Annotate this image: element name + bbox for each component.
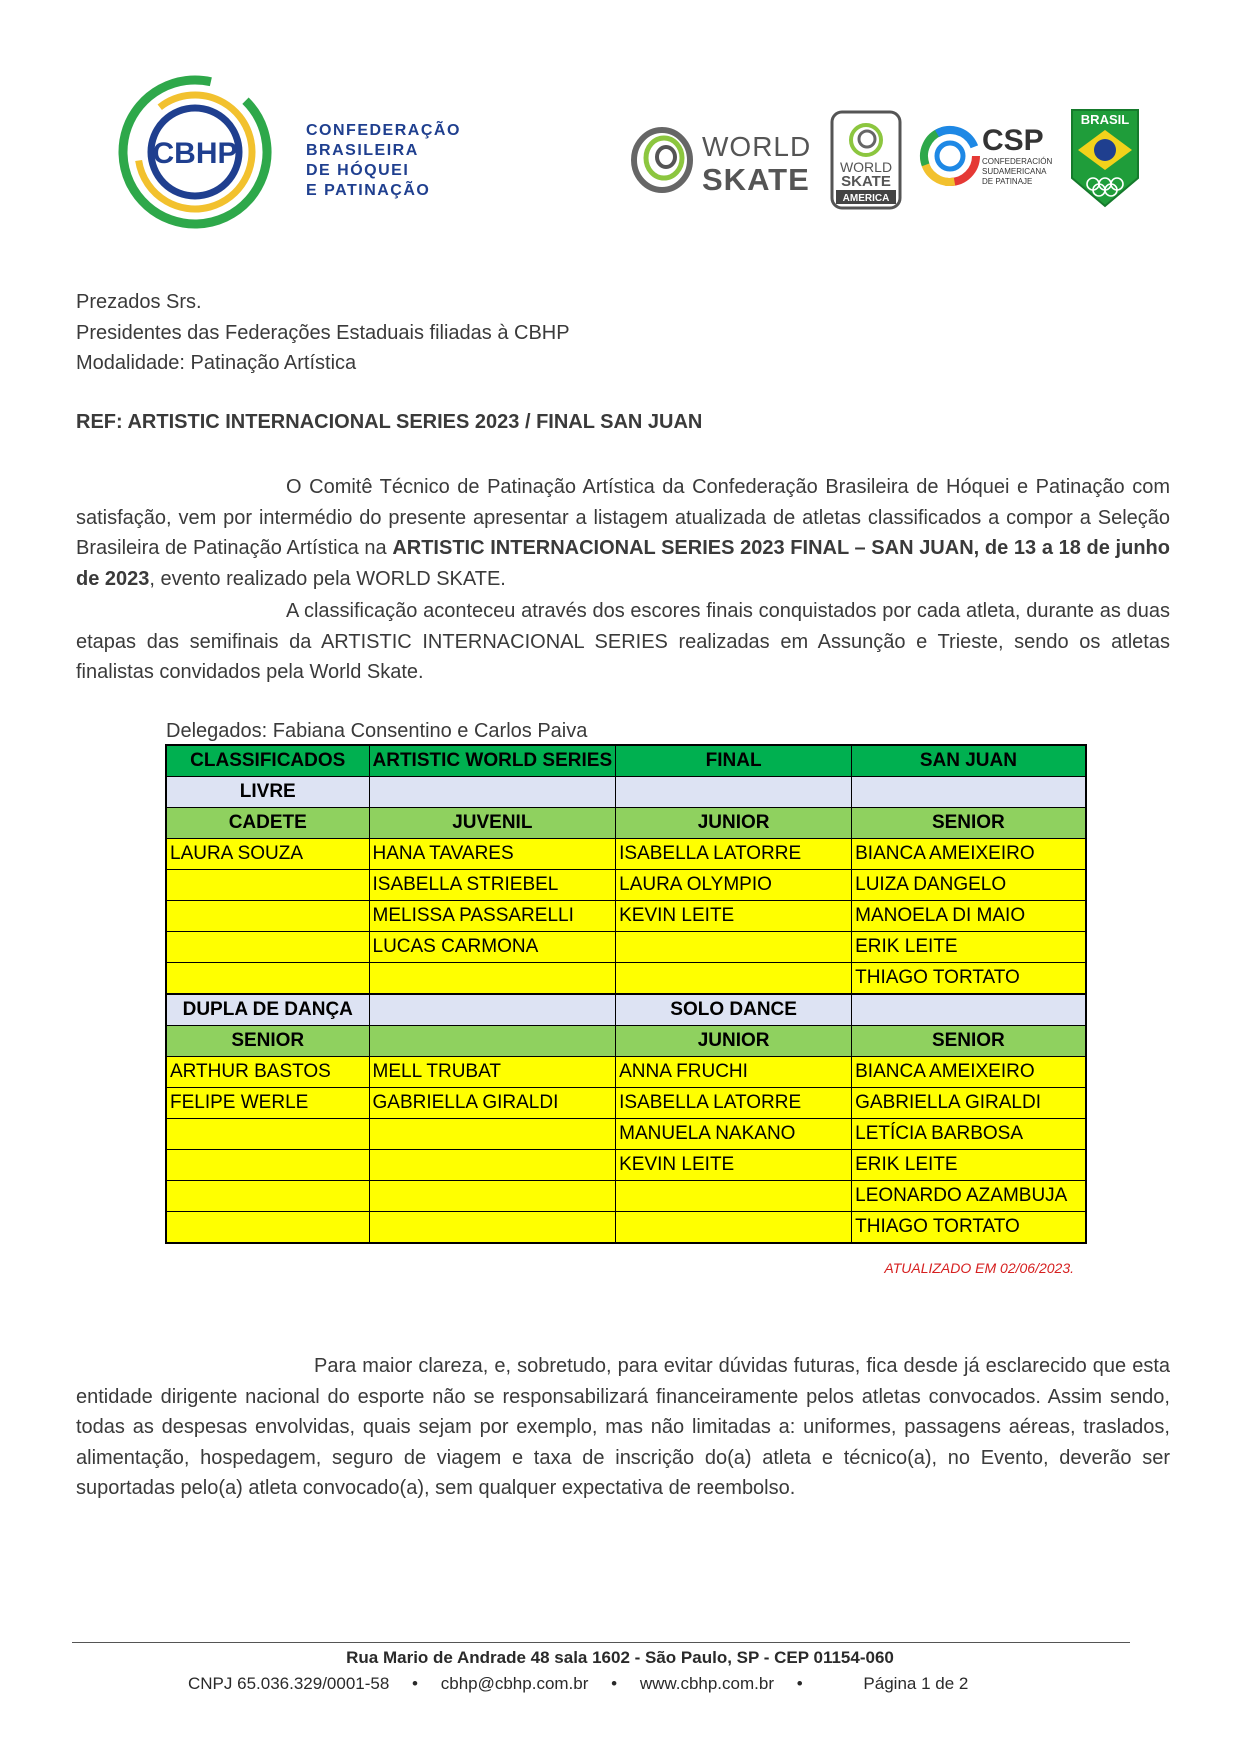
footer-bullet: • — [611, 1674, 618, 1693]
table-cell: ERIK LEITE — [852, 932, 1086, 963]
salutation-line: Presidentes das Federações Estaduais filiadas à CBHP — [76, 321, 570, 344]
footer-cnpj: CNPJ 65.036.329/0001-58 — [188, 1674, 390, 1693]
world-skate-swirl-icon — [634, 130, 690, 190]
table-cell — [852, 994, 1086, 1026]
table-cell — [852, 777, 1086, 808]
table-cell: LAURA OLYMPIO — [616, 870, 852, 901]
paragraph-intro-end: , evento realizado pela WORLD SKATE. — [149, 567, 506, 590]
paragraph-intro — [76, 472, 1170, 594]
table-cell: ERIK LEITE — [852, 1150, 1086, 1181]
csp-line: DE PATINAJE — [982, 177, 1033, 186]
cbhp-name-line: BRASILEIRA — [306, 142, 419, 159]
footer-email[interactable]: cbhp@cbhp.com.br — [440, 1674, 589, 1693]
table-cell: JUVENIL — [369, 808, 616, 839]
table-cell: DUPLA DE DANÇA — [166, 994, 369, 1026]
world-skate-america-logo — [830, 110, 902, 210]
table-cell: ARTISTIC WORLD SERIES — [369, 745, 616, 777]
wsa-word-1: WORLD — [839, 159, 893, 175]
world-skate-word-1: WORLD — [702, 131, 812, 162]
table-cell: JUNIOR — [616, 1026, 852, 1057]
table-cell: LAURA SOUZA — [166, 839, 369, 870]
table-cell: THIAGO TORTATO — [852, 1212, 1086, 1244]
table-row — [166, 777, 1086, 808]
table-cell: BIANCA AMEIXEIRO — [852, 839, 1086, 870]
table-cell — [369, 963, 616, 995]
table-row — [166, 808, 1086, 839]
table-cell — [616, 1181, 852, 1212]
table-cell: CLASSIFICADOS — [166, 745, 369, 777]
table-cell: THIAGO TORTATO — [852, 963, 1086, 995]
cbhp-logo-text: CBHP — [152, 137, 238, 170]
csp-ring-icon — [918, 120, 986, 191]
table-cell: BIANCA AMEIXEIRO — [852, 1057, 1086, 1088]
table-cell: FELIPE WERLE — [166, 1088, 369, 1119]
csp-line: SUDAMERICANA — [982, 167, 1047, 176]
table-row — [166, 839, 1086, 870]
table-cell — [616, 932, 852, 963]
table-cell: ANNA FRUCHI — [616, 1057, 852, 1088]
cbhp-name-line: DE HÓQUEI — [306, 162, 410, 179]
table-cell: SENIOR — [852, 808, 1086, 839]
footer-bullet: • — [412, 1674, 418, 1693]
footer-address: Rua Mario de Andrade 48 sala 1602 - São Paulo, SP - CEP 01154-060 — [346, 1648, 894, 1667]
table-cell: MELISSA PASSARELLI — [369, 901, 616, 932]
table-cell: ISABELLA LATORRE — [616, 1088, 852, 1119]
table-cell — [616, 777, 852, 808]
table-cell: CADETE — [166, 808, 369, 839]
table-cell — [166, 1181, 369, 1212]
csp-logo — [918, 114, 1058, 198]
paragraph-disclaimer — [76, 1351, 1170, 1504]
table-cell — [166, 1150, 369, 1181]
paragraph-classification — [76, 596, 1170, 688]
table-cell — [369, 1212, 616, 1244]
table-cell: GABRIELLA GIRALDI — [369, 1088, 616, 1119]
table-cell — [369, 1181, 616, 1212]
table-cell: LIVRE — [166, 777, 369, 808]
reference-line: REF: ARTISTIC INTERNACIONAL SERIES 2023 / FINAL SAN JUAN — [76, 411, 703, 433]
cbhp-name-line: E PATINAÇÃO — [306, 182, 431, 199]
table-row — [166, 963, 1086, 995]
table-cell: SENIOR — [852, 1026, 1086, 1057]
table-row — [166, 994, 1086, 1026]
table-cell: LUCAS CARMONA — [369, 932, 616, 963]
table-row — [166, 1212, 1086, 1244]
table-cell: SENIOR — [166, 1026, 369, 1057]
table-cell — [369, 1150, 616, 1181]
table-cell — [166, 932, 369, 963]
table-cell — [616, 1212, 852, 1244]
wsa-word-2: SKATE — [841, 173, 891, 190]
table-row — [166, 1150, 1086, 1181]
table-row — [166, 1026, 1086, 1057]
footer-bullet: • — [796, 1674, 803, 1693]
table-cell: MANUELA NAKANO — [616, 1119, 852, 1150]
table-cell — [166, 901, 369, 932]
table-row — [166, 1181, 1086, 1212]
brasil-olympic-logo — [1070, 108, 1140, 208]
table-cell: SAN JUAN — [852, 745, 1086, 777]
footer-page-number: Página 1 de 2 — [863, 1674, 969, 1693]
salutation — [76, 287, 1176, 379]
table-cell: JUNIOR — [616, 808, 852, 839]
table-cell — [166, 1119, 369, 1150]
table-cell — [369, 777, 616, 808]
table-row — [166, 1088, 1086, 1119]
updated-note: ATUALIZADO EM 02/06/2023. — [884, 1260, 1074, 1276]
cbhp-full-name — [306, 121, 476, 201]
table-row — [166, 870, 1086, 901]
table-row — [166, 745, 1086, 777]
table-cell: KEVIN LEITE — [616, 901, 852, 932]
table-cell: LETÍCIA BARBOSA — [852, 1119, 1086, 1150]
table-cell — [369, 994, 616, 1026]
salutation-line: Prezados Srs. — [76, 291, 202, 313]
cbhp-logo — [115, 72, 275, 232]
world-skate-word-2: SKATE — [702, 162, 810, 197]
table-row — [166, 1057, 1086, 1088]
table-cell: MANOELA DI MAIO — [852, 901, 1086, 932]
table-cell: FINAL — [616, 745, 852, 777]
footer-website[interactable]: www.cbhp.com.br — [639, 1674, 774, 1693]
table-cell: MELL TRUBAT — [369, 1057, 616, 1088]
table-cell: GABRIELLA GIRALDI — [852, 1088, 1086, 1119]
table-cell — [369, 1026, 616, 1057]
table-cell — [616, 963, 852, 995]
footer-divider — [72, 1642, 1130, 1643]
table-row — [166, 901, 1086, 932]
cbhp-name-line: CONFEDERAÇÃO — [306, 122, 461, 139]
table-cell: LEONARDO AZAMBUJA — [852, 1181, 1086, 1212]
paragraph-disclaimer-text: Para maior clareza, e, sobretudo, para evitar dúvidas futuras, fica desde já esclarecido que esta entidade dirigente nacional do esporte não se responsabilizará financeiramente pelos atletas convocados. Assim sendo, todas as despesas envolvidas, quais sejam por exemplo, mas não limitadas a: uniformes, passagens aéreas, traslados, alimentação, hospedagem, seguro de viagem e taxa de inscrição do(a) atleta e técnico(a), no Evento, deverão ser suportadas pelo(a) atleta convocado(a), sem qualquer expectativa de reembolso. — [76, 1355, 1170, 1500]
table-cell — [369, 1119, 616, 1150]
table-cell: HANA TAVARES — [369, 839, 616, 870]
wsa-word-3: AMERICA — [842, 193, 890, 204]
world-skate-logo — [630, 120, 840, 200]
table-cell: SOLO DANCE — [616, 994, 852, 1026]
roster-table — [165, 744, 1087, 1244]
delegates-line: Delegados: Fabiana Consentino e Carlos Paiva — [166, 720, 588, 742]
table-cell: ISABELLA STRIEBEL — [369, 870, 616, 901]
table-cell — [166, 963, 369, 995]
table-cell: ISABELLA LATORRE — [616, 839, 852, 870]
brasil-label: BRASIL — [1080, 112, 1130, 127]
table-cell: ARTHUR BASTOS — [166, 1057, 369, 1088]
footer-contact — [188, 1672, 968, 1696]
table-cell: KEVIN LEITE — [616, 1150, 852, 1181]
event-name: ARTISTIC INTERNACIONAL SERIES 2023 FINAL – SAN JUAN, de 13 a 18 de junho de 2023 — [76, 537, 1170, 590]
table-cell — [166, 1212, 369, 1244]
paragraph-intro-text: O Comitê Técnico de Patinação Artística da Confederação Brasileira de Hóquei e Patinação com satisfação, vem por intermédio do presente apresentar a listagem atualizada de atletas classificados a compor a Seleção Brasileira de Patinação Artística na — [76, 476, 1170, 560]
table-cell — [166, 870, 369, 901]
table-row — [166, 1119, 1086, 1150]
salutation-line: Modalidade: Patinação Artística — [76, 352, 357, 374]
table-cell: LUIZA DANGELO — [852, 870, 1086, 901]
table-row — [166, 932, 1086, 963]
paragraph-classification-text: A classificação aconteceu através dos escores finais conquistados por cada atleta, durante as duas etapas das semifinais da ARTISTIC INTERNACIONAL SERIES realizadas em Assunção e Trieste, sendo os atletas finalistas convidados pela World Skate. — [76, 600, 1170, 684]
csp-title: CSP — [982, 124, 1044, 157]
csp-line: CONFEDERACIÓN — [982, 157, 1053, 166]
